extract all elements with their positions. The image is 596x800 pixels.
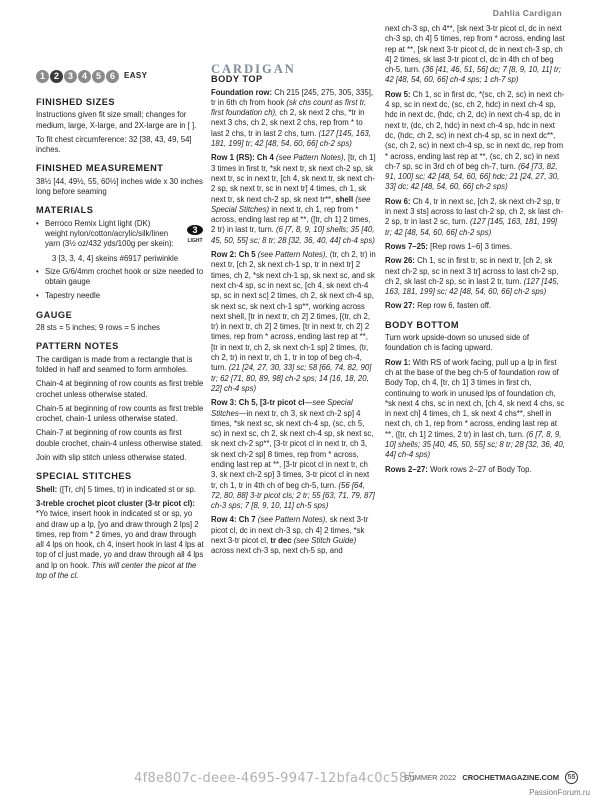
- row-4-trdec-note: (see Stitch Guide): [293, 536, 357, 546]
- footer-issue: SUMMER 2022: [404, 773, 457, 782]
- foundation-term: Foundation row:: [211, 87, 273, 97]
- rows-7-25-term: Rows 7–25:: [385, 241, 428, 251]
- row-2: [211, 250, 376, 394]
- page-number: 55: [565, 771, 578, 784]
- row-4-term: Row 4: Ch 7: [211, 515, 256, 525]
- picot-term: 3-treble crochet picot cluster (3-tr picot cl):: [36, 498, 195, 508]
- pattern-note-4: Chain-7 at beginning of row counts as first double crochet, chain-4 unless otherwise stated.: [36, 428, 203, 448]
- row-3: [211, 398, 376, 511]
- row-6-text: Ch 4, tr in next sc, [ch 2, sk next ch-2 sp, tr in next 3 sts] across to last ch-2 sp, ch 2, sk last ch-2 sp, tr in last 2 sc, turn.: [385, 196, 564, 227]
- skill-level-4: 4: [78, 70, 91, 83]
- picot-text: *Yo twice, insert hook in indicated st or sp, yo and draw up a lp, [yo and draw through 2 lps] 2 times, rep from * 2 times, yo and draw through all 4 lps on hook, ch 4, insert hook in last 4 lps at top of cl just made, yo and draw through all 4 lps and lp on hook.: [36, 509, 204, 570]
- row-2-text: (tr, ch 2, tr) in next tr, [ch 2, sk next ch-1 sp, tr in next tr] 2 times, ch 2, *sk next ch-1 sp, sk next sc, and sk next ch-4 sp, sc in next sc, [ch 4, sk next ch-4 sp, sc in next sc] 2 times, ch 2, sk next ch-4 sp, sk next sc, sk next ch-1 sp**, working across next shell, [tr in next tr, ch 2] 2 times, [(tr, ch 2, tr) in next tr, ch 2] 2 times, [tr in next tr, ch 2] 2 times, rep from * across, ending last rep at **, [tr in next tr, ch 2, sk next ch-1 sp] 2 times, (tr, ch 2, tr) in next tr, ch 1, tr in top of beg ch-4, turn.: [211, 250, 376, 373]
- row-3-note: —see Special Stitches: [211, 398, 353, 418]
- rows-7-25: [385, 242, 565, 252]
- picot-note: This will center the picot at the top of the cl.: [36, 560, 197, 580]
- row-2-note: (see Pattern Notes),: [257, 250, 328, 260]
- row-5-counts: (64 [73, 82, 91, 100] sc; 42 [48, 54, 60, 66] hdc; 21 [24, 27, 30, 33] dc; 42 [48, 54, 60, 66] ch-2 sps): [385, 161, 560, 192]
- row-4-cont-text: next ch-3 sp, ch 4**, [sk next 3-tr picot cl, dc in next ch-3 sp, ch 4] 5 times, rep from * across, ending last rep at **, [sk next 3-tr picot cl, dc in next ch-3 sp, ch 4] 2 times, sk last 3-tr picot cl, dc in 4th ch of beg ch-5, turn.: [385, 24, 565, 75]
- row-1-shell-note: (see Special Stitches): [211, 194, 371, 214]
- finished-sizes-text: Instructions given fit size small; changes for medium, large, X-large, and 2X-large are in [ ].: [36, 110, 197, 130]
- yarn-weight-label: LIGHT: [187, 237, 203, 244]
- bb-row-1-term: Row 1:: [385, 357, 411, 367]
- row-26-term: Row 26:: [385, 256, 415, 266]
- skill-level-3: 3: [64, 70, 77, 83]
- row-2-term: Row 2: Ch 5: [211, 250, 256, 260]
- row-6-counts: (127 [145, 163, 181, 199] tr; 42 [48, 54, 60, 66] ch-2 sps): [385, 217, 558, 237]
- row-1-note: (see Pattern Notes),: [275, 153, 346, 163]
- body-bottom-rows-2-27: [385, 465, 565, 475]
- credit-text: PassionForum.ru: [529, 788, 590, 797]
- rows-7-25-text: [Rep rows 1–6] 3 times.: [430, 241, 512, 251]
- finished-measurement-text: 38½ [44, 49½, 55, 60½] inches wide x 30 inches long before seaming: [36, 176, 203, 197]
- column-middle: [211, 24, 376, 561]
- row-4-counts: (36 [41, 46, 51, 56] dc; 7 [8, 9, 10, 11] tr; 42 [48, 54, 60, 66] ch-4 sps; 1 ch-7 sp): [385, 65, 561, 85]
- gauge-heading: GAUGE: [36, 309, 73, 320]
- needle-text: • Tapestry needle: [36, 291, 204, 301]
- body-bottom-row-1: [385, 358, 565, 461]
- row-27-term: Row 27:: [385, 301, 415, 311]
- picot-definition: [36, 499, 204, 581]
- foundation-note: (sk chs count as first tr, first foundation ch),: [211, 97, 367, 118]
- skill-level: [36, 70, 204, 83]
- row-4-continued: [385, 24, 565, 86]
- body-top-heading: BODY TOP: [211, 74, 263, 85]
- row-27-text: Rep row 6, fasten off.: [417, 301, 492, 311]
- pattern-note-1: The cardigan is made from a rectangle that is folded in half and seamed to form armholes.: [36, 354, 193, 374]
- pattern-note-3: Chain-5 at beginning of row counts as first treble crochet, chain-1 unless otherwise stated.: [36, 403, 204, 424]
- row-4-trdec: tr dec: [270, 536, 292, 546]
- foundation-counts: (127 [145, 163, 181, 199] tr; 42 [48, 54, 60, 66] ch-2 sps): [211, 128, 371, 149]
- foundation-row: [211, 88, 376, 150]
- pattern-notes-heading: PATTERN NOTES: [36, 341, 119, 352]
- finished-sizes-heading: FINISHED SIZES: [36, 97, 115, 107]
- shell-term: Shell:: [36, 484, 58, 494]
- yarn-text: • Berroco Remix Light light (DK) weight nylon/cotton/acrylic/silk/linen yarn (3½ oz/432 yds/100g per skein):: [36, 219, 174, 250]
- yarn-item: [36, 219, 204, 254]
- section-title: CARDIGAN: [211, 62, 296, 76]
- skill-level-5: 5: [92, 70, 105, 83]
- body-bottom-heading: BODY BOTTOM: [385, 319, 460, 330]
- foundation-text-2: ch 2, sk next 2 chs, *tr in next 3 chs, ch 2, sk next 2 chs, rep from * to last 2 chs, tr in last 2 chs, turn.: [211, 108, 365, 138]
- shell-text: ([Tr, ch] 5 times, tr) in indicated st or sp.: [59, 484, 197, 494]
- pattern-note-2: Chain-4 at beginning of row counts as first treble crochet unless otherwise stated.: [36, 379, 204, 399]
- skeins-text: 3 [3, 3, 4, 4] skeins #6917 periwinkle: [52, 253, 179, 263]
- skill-level-2: 2: [50, 70, 63, 83]
- watermark-id: 4f8e807c-deee-4695-9947-12bfa4c0c585: [134, 771, 417, 786]
- row-1-counts: (6 [7, 8, 9, 10] shells; 35 [40, 45, 50, 55] sc; 8 tr; 28 [32, 36, 40, 44] ch-4 sps): [211, 225, 375, 245]
- row-2-counts: (21 [24, 27, 30, 33] sc; 58 [66, 74, 82, 90] tr; 62 [71, 80, 89, 98] ch-2 sps; 14 [16, 18, 20, 22] ch-4 sps): [211, 363, 372, 393]
- row-26: [385, 256, 565, 297]
- row-3-text: —in next tr, ch 3, sk next ch-2 sp] 4 times, *sk next sc, sk next ch-4 sp, (sc, ch 5, sc) in next sc, ch 2, sk next ch-4 sp, sk next sc, sk next ch-2 sp**, [3-tr picot cl in next tr, ch 3, sk next ch-2 sp] 8 times, rep from * across, ending last rep at **, [3-tr picot cl in next tr, ch 3, sk next ch-2 sp] 3 times, 3-tr picot cl in next tr, ch 1, tr in 4th ch of beg ch-5, turn.: [211, 408, 374, 490]
- row-1-text-2: in next tr, ch 1, rep from * across, ending last rep at **, ([tr, ch 1] 2 times, 2 tr) in last tr, turn.: [211, 204, 371, 235]
- row-1: [211, 153, 376, 246]
- row-5: [385, 90, 565, 193]
- body-bottom-intro: Turn work upside-down so unused side of foundation ch is facing upward.: [385, 333, 530, 353]
- row-1-text: [tr, ch 1] 3 times in first tr, *sk next tr, sk next ch-2 sp, sk next tr, sc in next tr, [ch 4, sk next tr, sk next ch-2 sp, sk next tr, sc in next tr] 4 times, ch 1, sk next tr, sk next ch-2 sp, sk next tr**,: [211, 153, 376, 204]
- pattern-note-5: Join with slip stitch unless otherwise stated.: [36, 453, 187, 463]
- column-right: [385, 24, 565, 479]
- skill-level-label: EASY: [124, 71, 148, 81]
- hook-text: • Size G/6/4mm crochet hook or size needed to obtain gauge: [36, 267, 204, 288]
- running-head: Dahlia Cardigan: [492, 8, 562, 18]
- footer-site: CROCHETMAGAZINE.COM: [462, 773, 559, 782]
- row-4-note: (see Pattern Notes),: [257, 515, 328, 525]
- row-3-term: Row 3: Ch 5, [3-tr picot cl: [211, 398, 305, 408]
- column-left: [36, 24, 204, 585]
- row-6-term: Row 6:: [385, 196, 411, 206]
- gauge-text: 28 sts = 5 inches; 9 rows = 5 inches: [36, 323, 160, 333]
- row-26-counts: (127 [145, 163, 181, 199] sc; 42 [48, 54, 60, 66] ch-2 sps): [385, 276, 559, 297]
- skill-level-1: 1: [36, 70, 49, 83]
- skill-level-6: 6: [106, 70, 119, 83]
- row-1-term: Row 1 (RS): Ch 4: [211, 153, 274, 163]
- row-27: [385, 301, 565, 311]
- shell-definition: [36, 485, 204, 495]
- row-5-term: Row 5:: [385, 89, 411, 99]
- bb-rows-2-27-text: Work rows 2–27 of Body Top.: [430, 464, 532, 474]
- row-5-text: Ch 1, sc in first dc, *(sc, ch 2, sc) in next ch-4 sp, sc in next dc, (sc, ch 2, hdc) in next ch-4 sp, hdc in next dc, (hdc, ch 2, dc) in next ch-4 sp, dc in next tr, (dc, ch 2, hdc) in next ch-4 sp, hdc in next dc, (hdc, ch 2, sc) in next ch-4 sp, sc in next dc**, (sc, ch 2, sc) in next ch-4 sp, sc in next dc, rep from * across, ending last rep at **, (sc, ch 2, sc) in next ch-7 sp, sc in 3rd ch of beg ch-7, turn.: [385, 89, 565, 171]
- row-4-text-2: across next ch-3 sp, next ch-5 sp, and: [211, 546, 343, 556]
- row-6: [385, 197, 565, 238]
- yarn-weight-number: 3: [187, 225, 203, 235]
- yarn-weight-icon: [186, 225, 204, 243]
- bb-row-1-text: With RS of work facing, pull up a lp in first ch at the base of the beg ch-5 of foundation row of Body Top, ch 4, [tr, ch 1] 3 times in first ch, continuing to work in unused lps of foundation ch, *sk next 4 chs, sc in next ch, [ch 4, sk next 4 chs, sc in next ch] 4 times, ch 1, sk next 4 chs**, shell in next ch, ch 1, rep from * across, ending last rep at **, ([tr, ch 1] 2 times, 2 tr) in last ch, turn.: [385, 357, 565, 439]
- row-3-counts: (56 [64, 72, 80, 88] 3-tr picot cls; 2 tr; 55 [63, 71, 79, 87] ch-3 sps; 7 [8, 9, 10, 11] ch-5 sps): [211, 480, 375, 511]
- finished-measurement-heading: FINISHED MEASUREMENT: [36, 163, 164, 174]
- row-26-text: Ch 1, sc in first tr, sc in next tr, [ch 2, sk next ch-2 sp, sc in next 3 tr] across to last ch-2 sp, ch 2, sk last ch-2 sp, sc in last 2 tr, turn.: [385, 256, 559, 286]
- page-footer: [404, 771, 578, 784]
- foundation-text: Ch 215 [245, 275, 305, 335], tr in 6th ch from hook: [211, 87, 374, 107]
- chest-circumference-text: To fit chest circumference: 32 [38, 43, 49, 54] inches.: [36, 134, 192, 155]
- row-4-text: sk next 3-tr picot cl, dc in next ch-3 sp, ch 4] 2 times, *sk next 3-tr picot cl,: [211, 515, 369, 546]
- bb-row-1-counts: (6 [7, 8, 9, 10] shells; 35 [40, 45, 50, 55] sc; 8 tr; 28 [32, 36, 40, 44] ch-4 sps): [385, 429, 565, 460]
- materials-heading: MATERIALS: [36, 205, 94, 216]
- row-1-shell: shell: [335, 194, 354, 204]
- special-stitches-heading: SPECIAL STITCHES: [36, 471, 132, 482]
- row-4: [211, 515, 376, 556]
- bb-rows-2-27-term: Rows 2–27:: [385, 464, 428, 474]
